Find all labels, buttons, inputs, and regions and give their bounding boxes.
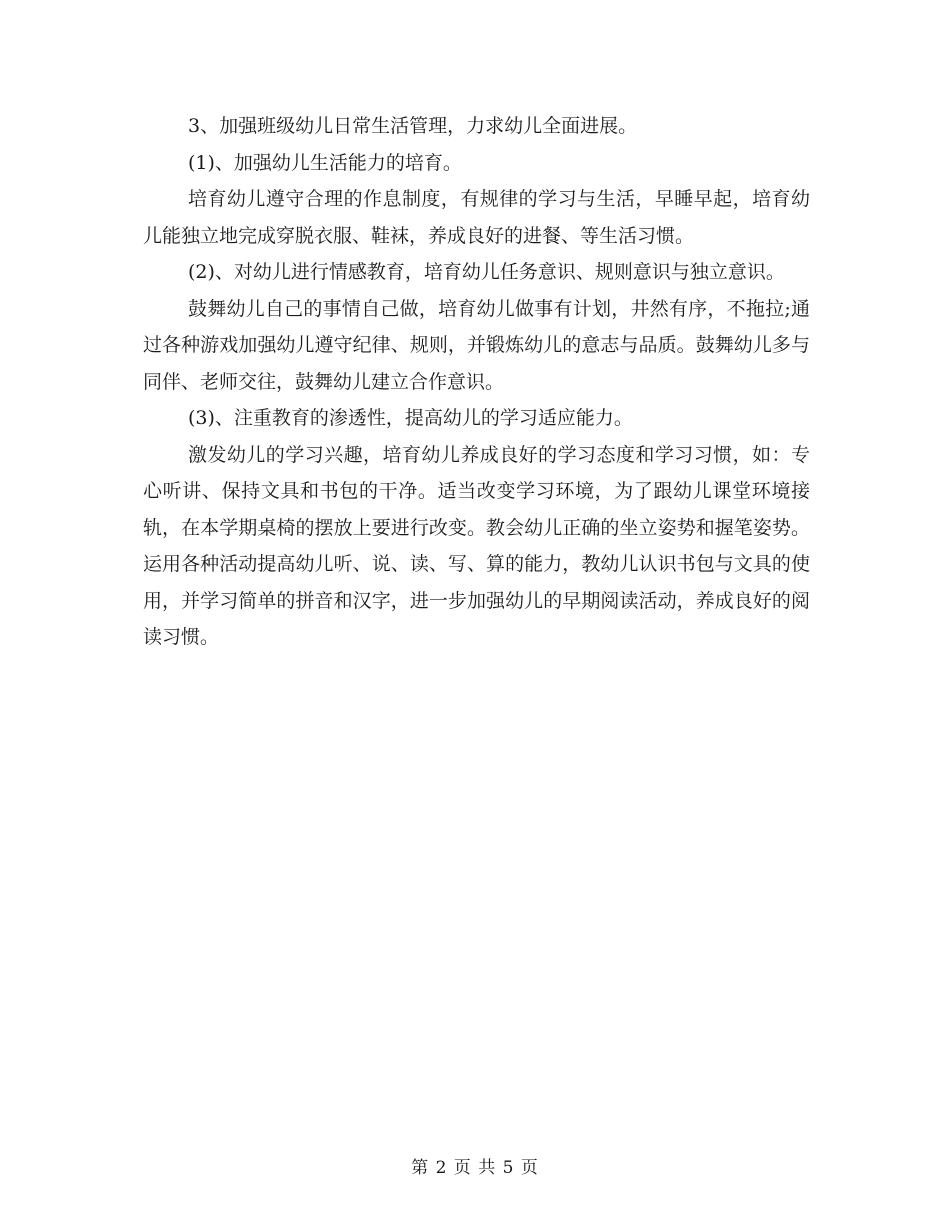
paragraph-subsection-1-heading: (1)、加强幼儿生活能力的培育。 bbox=[188, 151, 462, 174]
paragraph-subsection-2-heading: (2)、对幼儿进行情感教育，培育幼儿任务意识、规则意识与独立意识。 bbox=[188, 261, 785, 283]
page-footer bbox=[0, 1153, 950, 1178]
paragraph-subsection-1-body: 培育幼儿遵守合理的作息制度，有规律的学习与生活，早睡早起，培育幼儿能独立地完成穿脱衣服、鞋袜，养成良好的进餐、等生活习惯。 bbox=[143, 188, 810, 247]
document-body bbox=[143, 108, 810, 656]
paragraph-section-3-heading: 3、加强班级幼儿日常生活管理，力求幼儿全面进展。 bbox=[188, 115, 638, 137]
paragraph-subsection-3-heading: (3)、注重教育的渗透性，提高幼儿的学习适应能力。 bbox=[188, 407, 633, 429]
page-number-label: 第 2 页 共 5 页 bbox=[411, 1158, 539, 1178]
paragraph-subsection-2-body: 鼓舞幼儿自己的事情自己做，培育幼儿做事有计划，井然有序，不拖拉;通过各种游戏加强幼儿遵守纪律、规则，并锻炼幼儿的意志与品质。鼓舞幼儿多与同伴、老师交往，鼓舞幼儿建立合作意识。 bbox=[143, 297, 810, 393]
paragraph-subsection-3-body: 激发幼儿的学习兴趣，培育幼儿养成良好的学习态度和学习习惯，如：专心听讲、保持文具和书包的干净。适当改变学习环境，为了跟幼儿课堂环境接轨，在本学期桌椅的摆放上要进行改变。教会幼儿正确的坐立姿势和握笔姿势。运用各种活动提高幼儿听、说、读、写、算的能力，教幼儿认识书包与文具的使用，并学习简单的拼音和汉字，进一步加强幼儿的早期阅读活动，养成良好的阅读习惯。 bbox=[143, 443, 810, 648]
